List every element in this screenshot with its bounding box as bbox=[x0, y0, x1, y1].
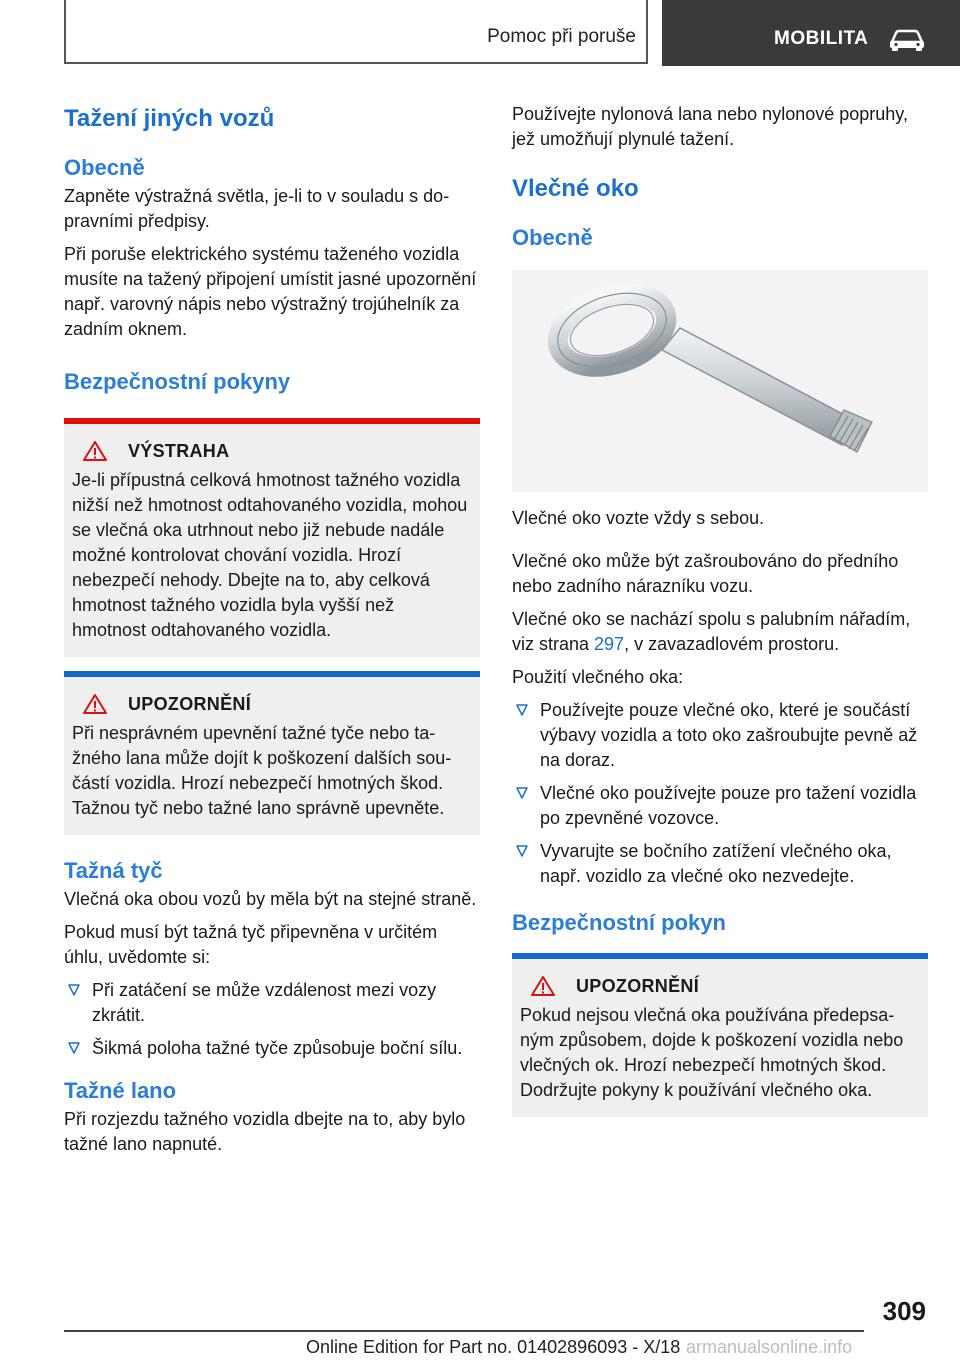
section-title-towing-others: Tažení jiných vozů bbox=[64, 105, 275, 132]
edition-text: Online Edition for Part no. 01402896093 - X/18 bbox=[306, 1337, 681, 1357]
warning-triangle-icon bbox=[82, 440, 108, 462]
heading-safety-instruction: Bezpečnostní pokyn bbox=[512, 910, 726, 935]
paragraph-tow-bar-angle: Pokud musí být tažná tyč připevněna v určitém úhlu, uvědomte si: bbox=[64, 922, 438, 967]
footer-divider bbox=[64, 1330, 864, 1332]
bullet-triangle-icon bbox=[68, 981, 80, 999]
header-chapter-tab bbox=[662, 0, 960, 66]
list-item: Vlečné oko používejte pouze pro tažení vozidla po zpevněné vozovce. bbox=[512, 781, 928, 831]
bullet-triangle-icon bbox=[516, 842, 528, 860]
warning-label: VÝSTRAHA bbox=[128, 440, 230, 461]
paragraph-tow-eyes-same-side: Vlečná oka obou vozů by měla být na stejné straně. bbox=[64, 889, 477, 909]
watermark-text: armanualsonline.info bbox=[686, 1337, 853, 1357]
heading-tow-rope: Tažné lano bbox=[64, 1078, 177, 1103]
notice-text: Pokud nejsou vlečná oka používána předepsaným způsobem, dojde k poškození vozidla nebo vlečných ok. Hrozí nebezpečí hmotných škod. Dodržujte pokyny k používání vlečného oka. bbox=[520, 1005, 904, 1100]
bullet-triangle-icon bbox=[516, 701, 528, 719]
warning-text: Je-li přípustná celková hmotnost tažného vozidla nižší než hmotnost odtahovaného vozidla, mohou se vlečná oka utrhnout nebo již nebude nadále možné kontrolovat chování vozidla. Hrozí nebezpečí nehody. Dbejte na to, aby celková hmotnost tažného vozidla byla vyšší než hmotnost odtahovaného vozidla. bbox=[72, 470, 468, 640]
paragraph-electrical-failure: Při poruše elektrického systému taženého vozidla musíte na tažený připojení umístit jasné upozornění např. varovný nápis nebo výstražný trojúhelník za zadním oknem. bbox=[64, 244, 477, 339]
tow-eye-image bbox=[512, 270, 928, 492]
paragraph-hazard-lights: Zapněte výstražná světla, je-li to v souladu s dopravními předpisy. bbox=[64, 186, 450, 231]
list-item: Vyvarujte se bočního zatížení vlečného oka, např. vozidlo za vlečné oko nezvedejte. bbox=[512, 839, 928, 889]
section-title-tow-eye: Vlečné oko bbox=[512, 175, 639, 202]
paragraph-screw-into-bumper: Vlečné oko může být zašroubováno do předního nebo zadního nárazníku vozu. bbox=[512, 551, 899, 596]
bullet-triangle-icon bbox=[516, 784, 528, 802]
heading-safety-instructions: Bezpečnostní pokyny bbox=[64, 369, 291, 394]
paragraph-rope-taut: Při rozjezdu tažného vozidla dbejte na to, aby bylo tažné lano napnuté. bbox=[64, 1109, 466, 1154]
bullet-triangle-icon bbox=[68, 1039, 80, 1057]
list-item: Šikmá poloha tažné tyče způsobuje boční sílu. bbox=[64, 1036, 480, 1061]
header-section-title: Pomoc při poruše bbox=[487, 26, 636, 47]
car-icon bbox=[888, 28, 926, 52]
tow-eye-usage-list bbox=[512, 698, 928, 889]
warning-triangle-icon bbox=[82, 693, 108, 715]
heading-general: Obecně bbox=[64, 155, 145, 180]
left-column bbox=[64, 96, 480, 1165]
paragraph-usage-intro: Použití vlečného oka: bbox=[512, 667, 684, 687]
paragraph-tow-eye-location: Vlečné oko se nachází spolu s palubním nářadím, viz strana 297, v zavazadlovém prostoru. bbox=[512, 609, 911, 654]
warning-triangle-icon bbox=[530, 975, 556, 997]
notice-box bbox=[64, 671, 480, 835]
notice-text: Při nesprávném upevnění tažné tyče nebo tažného lana může dojít k poškození dalších součástí vozidla. Hrozí nebezpečí hmotných škod. Tažnou tyč nebo tažné lano správně upevněte. bbox=[72, 723, 452, 818]
header-chapter-label: MOBILITA bbox=[774, 28, 869, 49]
warning-box bbox=[64, 418, 480, 657]
heading-tow-bar: Tažná tyč bbox=[64, 858, 163, 883]
list-item: Při zatáčení se může vzdálenost mezi vozy zkrátit. bbox=[64, 978, 480, 1028]
tow-eye-illustration bbox=[512, 270, 928, 492]
paragraph-nylon-ropes: Používejte nylonová lana nebo nylonové popruhy, jež umožňují plynulé tažení. bbox=[512, 104, 908, 149]
page-reference-link[interactable]: 297 bbox=[594, 634, 625, 654]
right-column bbox=[512, 96, 928, 1117]
notice-label: UPOZORNĚNÍ bbox=[128, 693, 252, 714]
notice-label: UPOZORNĚNÍ bbox=[576, 975, 700, 996]
tow-bar-list bbox=[64, 978, 480, 1061]
page-header bbox=[0, 0, 960, 66]
list-item: Používejte pouze vlečné oko, které je součástí výbavy vozidla a toto oko zašroubujte pevně až na doraz. bbox=[512, 698, 928, 773]
page-number: 309 bbox=[882, 1296, 926, 1326]
heading-general: Obecně bbox=[512, 225, 593, 250]
notice-box bbox=[512, 953, 928, 1117]
paragraph-carry-tow-eye: Vlečné oko vozte vždy s sebou. bbox=[512, 508, 765, 528]
